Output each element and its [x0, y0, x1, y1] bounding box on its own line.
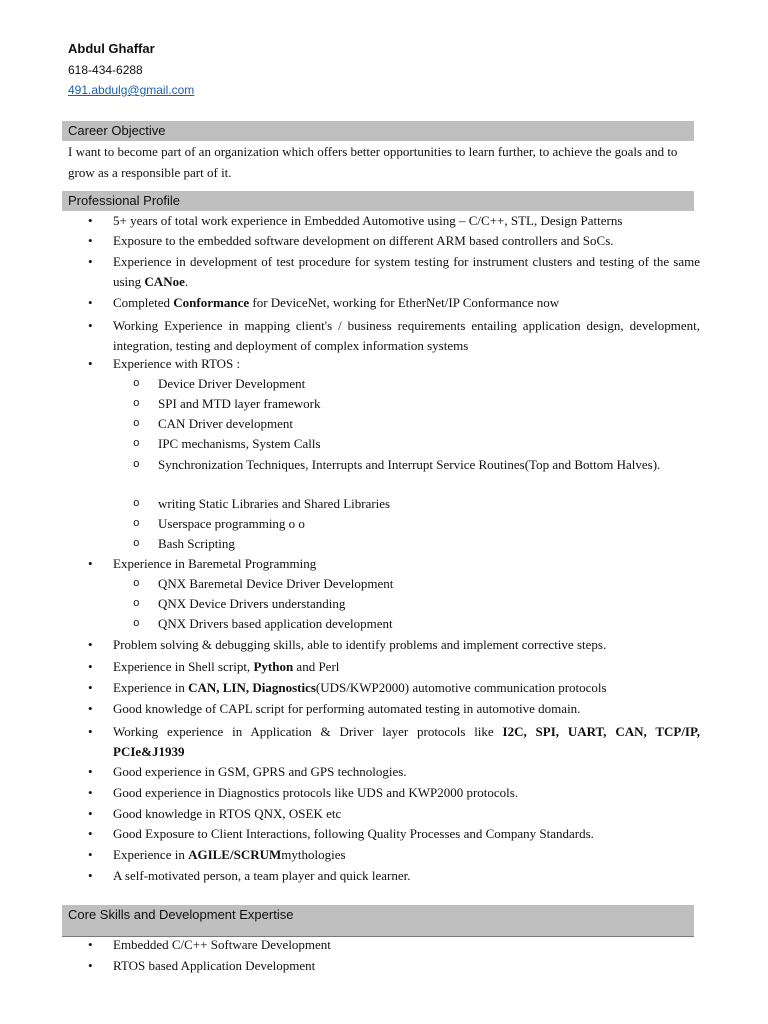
- email-link[interactable]: 491.abdulg@gmail.com: [68, 83, 195, 97]
- list-item: • Exposure to the embedded software development on different ARM based controllers and SoCs.: [68, 232, 700, 252]
- sub-list-item: o Userspace programming o o: [113, 515, 700, 535]
- list-item: • Working Experience in mapping client's / business requirements entailing application design, development, integration, testing and deployment of complex information systems: [68, 316, 700, 355]
- candidate-name: Abdul Ghaffar: [68, 41, 155, 56]
- list-item: • Good experience in GSM, GPRS and GPS technologies.: [68, 763, 700, 784]
- list-item: • Experience in AGILE/SCRUMmythologies: [68, 846, 700, 867]
- rtos-sublist: [113, 375, 700, 555]
- list-item: • Problem solving & debugging skills, able to identify problems and implement corrective steps.: [68, 636, 700, 658]
- sub-list-item: o Synchronization Techniques, Interrupts and Interrupt Service Routines(Top and Bottom Halves).: [113, 455, 700, 495]
- list-item: • Good Exposure to Client Interactions, following Quality Processes and Company Standards.: [68, 825, 700, 846]
- phone-number: 618-434-6288: [68, 63, 143, 77]
- sub-list-item: o QNX Device Drivers understanding: [113, 595, 700, 615]
- list-item: • RTOS based Application Development: [68, 957, 700, 978]
- sub-list-item: o writing Static Libraries and Shared Libraries: [113, 495, 700, 515]
- sub-list-item: o SPI and MTD layer framework: [113, 395, 700, 415]
- list-item: • Experience with RTOS : o Device Driver Development o SPI and MTD layer framework o CAN Driver development o IPC mechanisms, System Calls o Synchronization Techniques, Interrupts and Interrupt Service Routines(Top and Bottom Halves). o writing Static Libraries and Shared Libraries o Userspace programming o o o Bash Scripting: [68, 355, 700, 555]
- sub-list-item: o QNX Baremetal Device Driver Development: [113, 575, 700, 595]
- list-item: • Experience in CAN, LIN, Diagnostics(UDS/KWP2000) automotive communication protocols: [68, 679, 700, 700]
- list-item: • Completed Conformance for DeviceNet, working for EtherNet/IP Conformance now: [68, 294, 700, 316]
- sub-list-item: o CAN Driver development: [113, 415, 700, 435]
- professional-profile-list: [68, 212, 700, 887]
- sub-list-item: o IPC mechanisms, System Calls: [113, 435, 700, 455]
- section-heading-core-skills: Core Skills and Development Expertise: [62, 905, 694, 936]
- list-item: • Good experience in Diagnostics protocols like UDS and KWP2000 protocols.: [68, 784, 700, 805]
- list-item: • Experience in development of test procedure for system testing for instrument clusters and testing of the same using CANoe.: [68, 252, 700, 294]
- list-item: • Experience in Baremetal Programming o QNX Baremetal Device Driver Development o QNX Device Drivers understanding o QNX Drivers based application development: [68, 555, 700, 636]
- list-item: • Working experience in Application & Driver layer protocols like I2C, SPI, UART, CAN, TCP/IP, PCIe&J1939: [68, 722, 700, 763]
- sub-list-item: o QNX Drivers based application development: [113, 615, 700, 636]
- list-item: • A self-motivated person, a team player and quick learner.: [68, 867, 700, 887]
- sub-list-item: o Device Driver Development: [113, 375, 700, 395]
- sub-list-item: o Bash Scripting: [113, 535, 700, 555]
- list-item: • Experience in Shell script, Python and Perl: [68, 658, 700, 679]
- core-skills-list: [68, 936, 700, 978]
- section-heading-career-objective: Career Objective: [62, 121, 694, 141]
- career-objective-text: I want to become part of an organization which offers better opportunities to learn further, to achieve the goals and to grow as a responsible part of it.: [68, 144, 678, 180]
- list-item: • Good knowledge in RTOS QNX, OSEK etc: [68, 805, 700, 825]
- baremetal-sublist: [113, 575, 700, 636]
- list-item: • Good knowledge of CAPL script for performing automated testing in automotive domain.: [68, 700, 700, 722]
- list-item: • 5+ years of total work experience in Embedded Automotive using – C/C++, STL, Design Patterns: [68, 212, 700, 232]
- contact-header: [68, 40, 194, 99]
- section-heading-professional-profile: Professional Profile: [62, 191, 694, 211]
- list-item: • Embedded C/C++ Software Development: [68, 936, 700, 957]
